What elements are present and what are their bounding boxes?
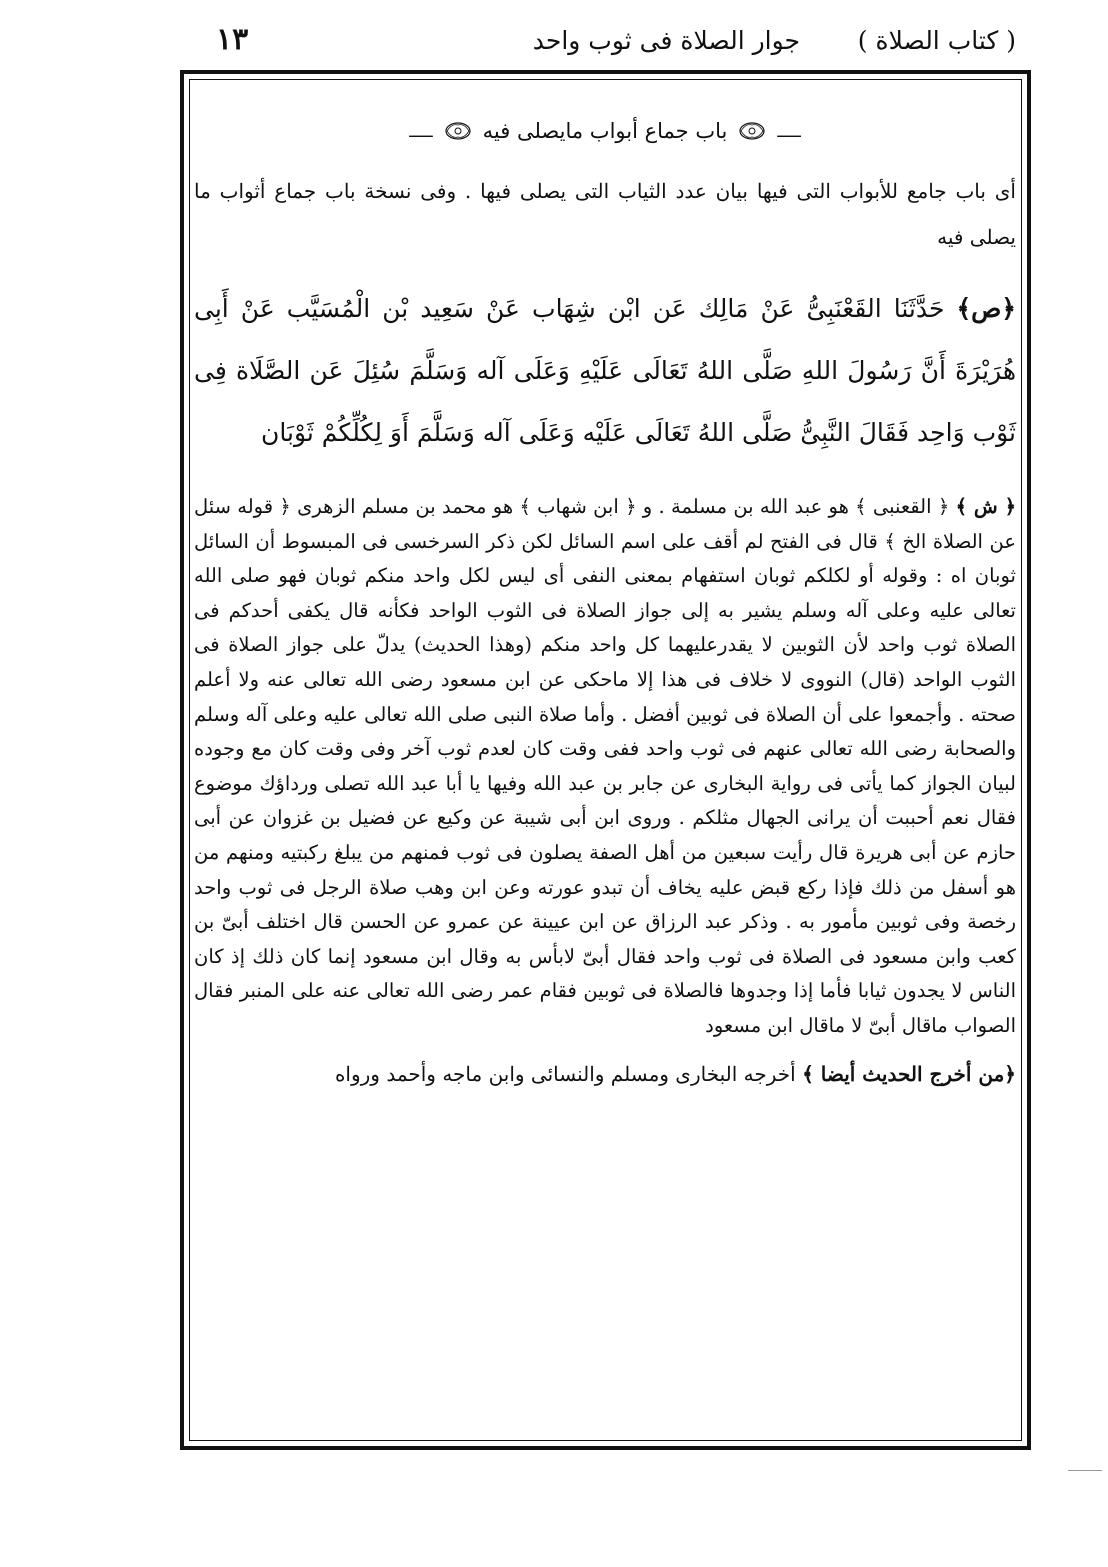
takhrij-text: أخرجه البخارى ومسلم والنسائى وابن ماجه وأحمد ورواه	[334, 1061, 796, 1086]
page-number: ١٣	[216, 22, 249, 57]
hadith-text: حَدَّثَنَا القَعْنَبِىُّ عَنْ مَالِك عَن ابْن شِهَاب عَنْ سَعِيد بْن الْمُسَيَّب عَنْ أَبِى هُرَيْرَةَ أَنَّ رَسُولَ اللهِ صَلَّى اللهُ تَعَالَى عَلَيْهِ وَعَلَى آله وَسَلَّمَ سُئِلَ عَن الصَّلَاة فِى ثَوْب وَاحِد فَقَالَ النَّبِىُّ صَلَّى اللهُ تَعَالَى عَلَيْه وَعَلَى آله وَسَلَّمَ أَوَ لِكُلِّكُمْ ثَوْبَان	[194, 294, 1016, 447]
floral-ornament-icon	[443, 119, 473, 143]
intro-paragraph: أى باب جامع للأبواب التى فيها بيان عدد الثياب التى يصلى فيها . وفى نسخة باب جماع أثواب ما يصلى فيه	[194, 179, 1016, 249]
hadith-marker: ﴿ص﴾	[956, 294, 1016, 323]
floral-ornament-icon	[737, 119, 767, 143]
hadith-paragraph	[194, 278, 1016, 464]
heading-rule-right: ـــــ	[777, 121, 801, 141]
section-heading	[194, 106, 1016, 156]
margin-mark	[1068, 1470, 1102, 1471]
takhrij-marker: ﴿من أخرج الحديث أيضا ﴾	[802, 1061, 1016, 1086]
commentary-text: ﴿ القعنبى ﴾ هو عبد الله بن مسلمة . و ﴿ ابن شهاب ﴾ هو محمد بن مسلم الزهرى ﴿ قوله سئل عن الصلاة الخ ﴾ قال فى الفتح لم أقف على اسم السائل لكن ذكر السرخسى فى المبسوط أن السائل ثوبان اه : وقوله أو لكلكم ثوبان استفهام بمعنى النفى أى ليس لكل واحد منكم ثوبان فهو صلى الله تعالى عليه وعلى آله وسلم يشير به إلى جواز الصلاة فى الثوب الواحد فكأنه قال يكفى أحدكم فى الصلاة ثوب واحد لأن الثوبين لا يقدرعليهما كل واحد منكم (وهذا الحديث) يدلّ على جواز الصلاة فى الثوب الواحد (قال) النووى لا خلاف فى هذا إلا ماحكى عن ابن مسعود رضى الله تعالى عنه ولا أعلم صحته . وأجمعوا على أن الصلاة فى ثوبين أفضل . وأما صلاة النبى صلى الله تعالى عليه وعلى آله وسلم والصحابة رضى الله تعالى عنهم فى ثوب واحد ففى وقت كان لعدم ثوب آخر وفى وقت كان مع وجوده لبيان الجواز كما يأتى فى رواية البخارى عن جابر بن عبد الله وفيها يا أبا عبد الله تصلى ورداؤك موضوع فقال نعم أحببت أن يرانى الجهال مثلكم . وروى ابن أبى شيبة عن وكيع عن فضيل بن غزوان عن أبى حازم عن أبى هريرة قال رأيت سبعين من أهل الصفة يصلون فى ثوب فمنهم من يبلغ ركبتيه ومنهم من هو أسفل من ذلك فإذا ركع قبض عليه يخاف أن تبدو عورته وعن ابن وهب صلاة الرجل فى ثوب واحد رخصة وفى ثوبين مأمور به . وذكر عبد الرزاق عن ابن عيينة عن عمرو عن الحسن قال اختلف أبىّ بن كعب وابن مسعود فى الصلاة فى ثوب واحد فقال أبىّ لابأس به وقال ابن مسعود إنما كان ذلك إذ كان الناس لا يجدون ثيابا فأما إذا وجدوها فالصلاة فى ثوبين فقام عمر رضى الله تعالى عنه على المنبر فقال الصواب ماقال أبىّ لا ماقال ابن مسعود	[194, 495, 1016, 1037]
running-header	[184, 22, 1032, 62]
spacer	[194, 464, 1016, 474]
takhrij-paragraph	[194, 1056, 1016, 1092]
commentary-paragraph	[194, 490, 1016, 1044]
commentary-marker: ﴿ ش ﴾	[955, 495, 1016, 518]
heading-rule-left: ـــــ	[409, 121, 433, 141]
book-title: ( كتاب الصلاة )	[857, 26, 1016, 55]
section-heading-text: باب جماع أبواب مايصلى فيه	[482, 119, 728, 143]
chapter-title: جوار الصلاة فى ثوب واحد	[532, 26, 800, 55]
page-body	[194, 102, 1016, 1092]
